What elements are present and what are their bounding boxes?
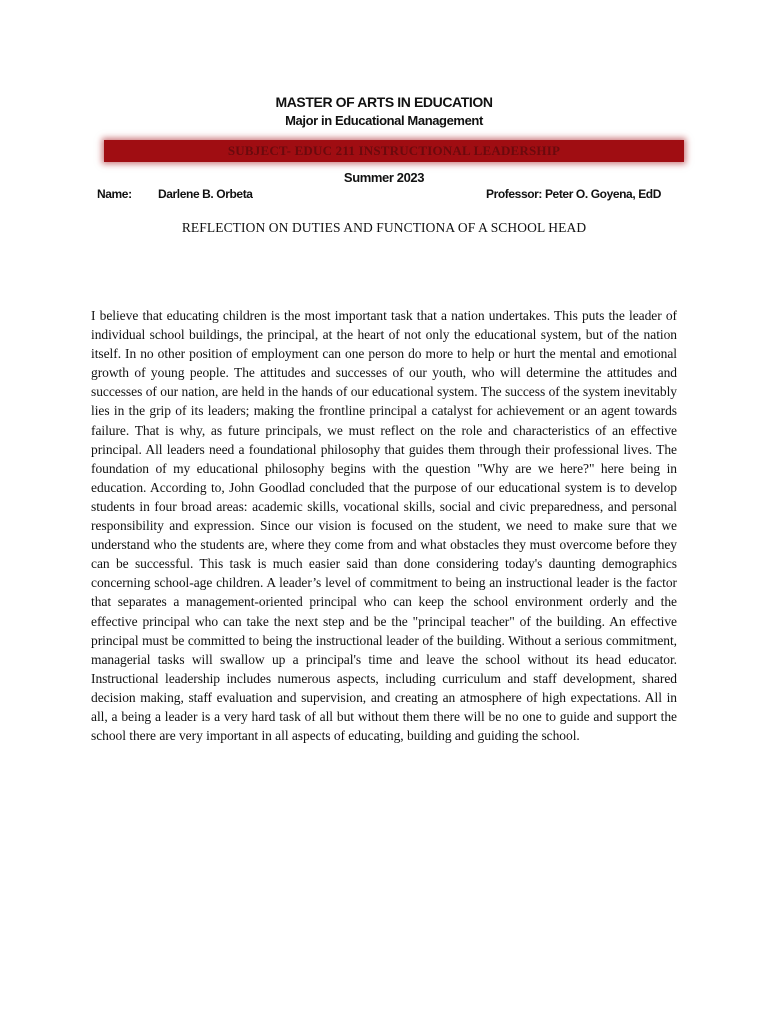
program-title: MASTER OF ARTS IN EDUCATION xyxy=(275,94,493,110)
term-label: Summer 2023 xyxy=(343,170,425,185)
subject-banner xyxy=(104,140,684,162)
name-label: Name: xyxy=(97,187,132,201)
student-name: Darlene B. Orbeta xyxy=(158,187,253,201)
reflection-body: I believe that educating children is the most important task that a nation undertakes. This puts the leader of individual school buildings, the principal, at the heart of not only the educational system, but of the nation itself. In no other position of employment can one person do more to help or hurt the mental and emotional growth of young people. The attitudes and successes of our youth, who will determine the attitudes and successes of our nation, are held in the hands of our educational system. The success of the system inevitably lies in the grip of its leaders; making the frontline principal a catalyst for achievement or an agent towards failure. That is why, as future principals, we must reflect on the role and characteristics of an effective principal. All leaders need a foundational philosophy that guides them through their professional lives. The foundation of my educational philosophy begins with the question "Why are we here?" here being in education. According to, John Goodlad concluded that the purpose of our educational system is to develop students in four broad areas: academic skills, vocational skills, social and civic preparedness, and personal responsibility and expression. Since our vision is focused on the student, we need to make sure that we understand who the students are, where they come from and what obstacles they must overcome before they can be successful. This task is much easier said than done considering today's daunting demographics concerning school-age children. A leader’s level of commitment to being an instructional leader is the factor that separates a management-oriented principal who can keep the school environment orderly and the effective principal who can take the next step and be the "principal teacher" of the building. An effective principal must be committed to being the instructional leader of the building. Without a serious commitment, managerial tasks will swallow up a principal's time and leave the school without its head educator. Instructional leadership includes numerous aspects, including curriculum and staff development, shared decision making, staff evaluation and supervision, and creating an atmosphere of high expectations. All in all, a being a leader is a very hard task of all but without them there will be no one to guide and support the school there are very important in all aspects of educating, building and guiding the school. xyxy=(91,308,677,744)
program-major: Major in Educational Management xyxy=(285,113,483,128)
document-heading: REFLECTION ON DUTIES AND FUNCTIONA OF A SCHOOL HEAD xyxy=(181,220,587,235)
subject-banner-text: SUBJECT- EDUC 211 INSTRUCTIONAL LEADERSHIP xyxy=(227,143,561,158)
professor-name: Professor: Peter O. Goyena, EdD xyxy=(486,187,661,201)
